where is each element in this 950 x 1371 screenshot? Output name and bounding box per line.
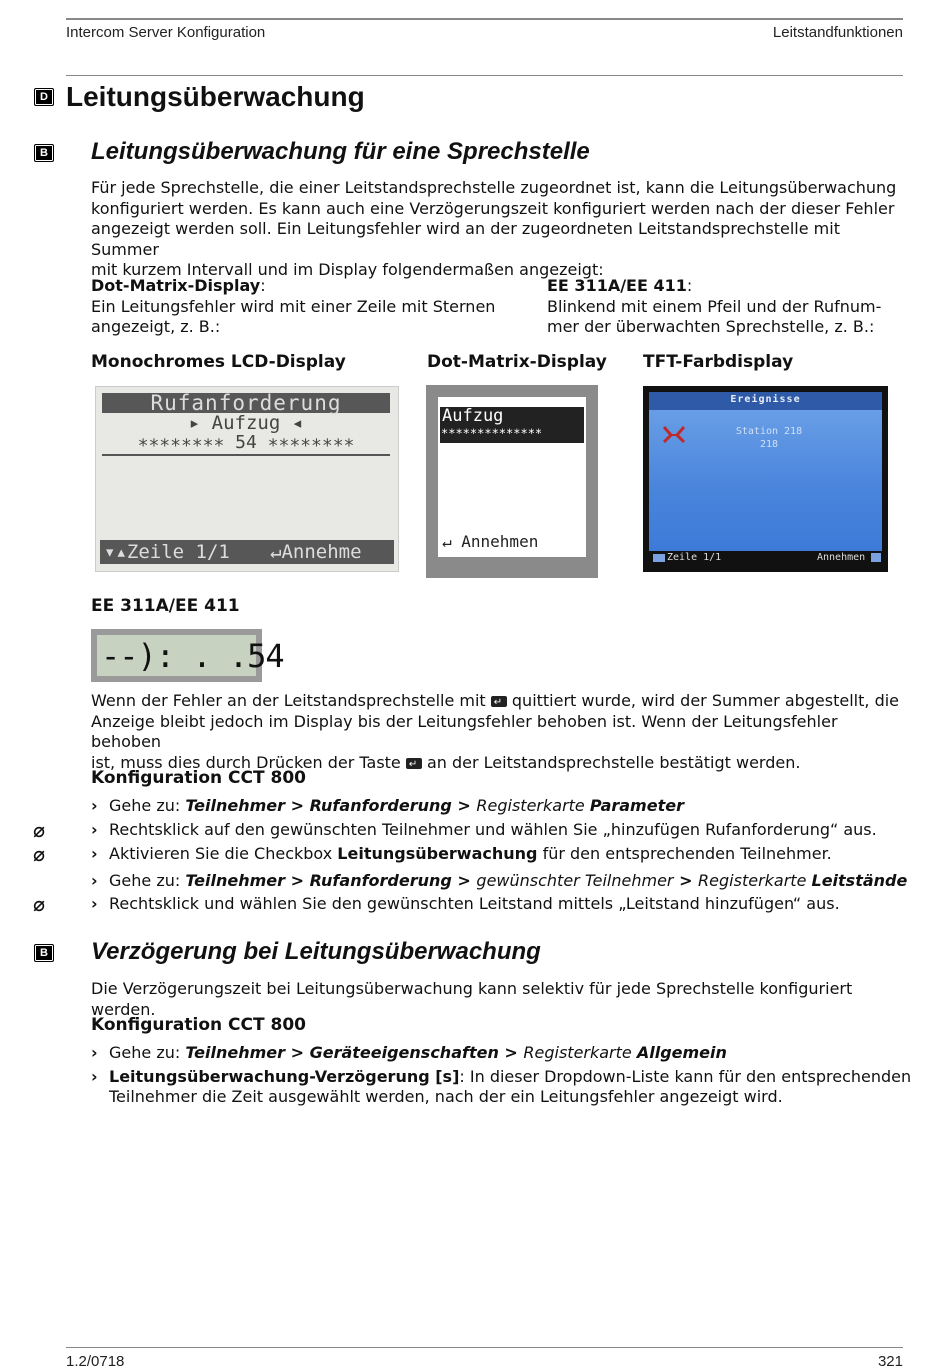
dot-line-1: Aufzug [442,406,504,426]
lcd-footer-right: ↵Annehme [270,541,362,563]
dot-screen [438,397,586,557]
step-text: Aktivieren Sie die Checkbox [109,844,338,863]
chevron-right-icon: › [91,844,98,863]
label-tft: TFT-Farbdisplay [643,352,794,372]
lcd-line-3: ∗∗∗∗∗∗∗∗ 54 ∗∗∗∗∗∗∗∗ [137,432,355,453]
step [91,1067,911,1088]
step [91,796,684,817]
step-menu: Teilnehmer [185,796,286,815]
step-checkbox: Leitungsüberwachung [337,844,538,863]
label-dot: Dot-Matrix-Display [427,352,607,372]
step-text: Gehe zu: [109,796,186,815]
step-menu: Geräteeigenschaften [309,1043,499,1062]
lcd-display [95,386,399,572]
col-left-title: Dot-Matrix-Display [91,276,261,295]
step-text: Rechtsklick und wählen Sie den gewünschten Leitstand mittels „Leitstand hinzufügen“ aus. [109,894,840,913]
ack-text: an der Leitstandsprechstelle bestätigt werden. [426,752,801,772]
footer-left: 1.2/0718 [66,1353,125,1370]
step-text: gewünschter Teilnehmer [476,871,674,890]
step-field: Leitungsüberwachung-Verzögerung [s] [109,1067,460,1086]
tft-number: 218 [759,439,779,450]
sub2-intro: Die Verzögerungszeit bei Leitungsüberwachung kann selektiv für jede Sprechstelle konfiguriert werden. [91,979,853,1019]
tft-arrows-icon [653,554,665,562]
subsection-badge-2: B [34,944,54,962]
lcd-footer-left: ▾▴Zeile 1/1 [104,541,230,563]
col-right-line: mer der überwachten Sprechstelle, z. B.: [547,317,875,337]
col-right-title: EE 311A/EE 411 [547,276,687,295]
intro-line: mit kurzem Intervall und im Display folgendermaßen angezeigt: [91,260,604,280]
lcd-line-1: Rufanforderung [150,391,342,415]
step-text: Rechtsklick auf den gewünschten Teilnehmer und wählen Sie „hinzufügen Rufanforderung“ aus. [109,820,877,839]
step [91,820,877,841]
col-left-colon: : [260,276,266,295]
step-sep: > [285,871,310,890]
step-menu: Teilnehmer [185,1043,286,1062]
config-title-1: Konfiguration CCT 800 [91,768,306,788]
page-number: 321 [877,1353,903,1370]
lcd-line-2: ▸ Aufzug ◂ [188,412,304,434]
footer-rule [66,1347,903,1348]
step-sep: > [285,1043,310,1062]
mouse-icon: ⌀ [33,894,46,916]
tft-screen [649,392,882,566]
step-sep: > [285,796,310,815]
mouse-icon: ⌀ [33,844,46,866]
ee-label: EE 311A/EE 411 [91,596,240,616]
tft-enter-icon [871,553,881,562]
chevron-right-icon: › [91,894,98,913]
ee-display [91,629,284,682]
ee-readout: --): . .54 [101,637,284,675]
page-title: Leitungsüberwachung [66,81,365,112]
enter-key-icon [406,758,422,769]
chevron-right-icon: › [91,1043,98,1062]
chevron-right-icon: › [91,820,98,839]
warning-icon [661,422,687,448]
tft-footer-left: Zeile 1/1 [667,552,722,563]
step-menu: Leitstände [811,871,908,890]
chevron-right-icon: › [91,1067,98,1086]
header-top-rule [66,18,903,20]
tft-display [643,386,888,572]
mouse-icon: ⌀ [33,820,46,842]
header-right: Leitstandfunktionen [772,24,903,41]
step-sep: > [673,871,699,890]
step-text: Gehe zu: [109,1043,186,1062]
step-menu: Rufanforderung [309,796,452,815]
step-menu: Teilnehmer [185,871,286,890]
step [91,894,840,915]
step-continuation [109,1087,783,1108]
intro-line: Für jede Sprechstelle, die einer Leitstandsprechstelle zugeordnet ist, kann die Leitungsüberwachung [91,178,897,197]
step-text: Registerkarte [698,871,812,890]
chevron-right-icon: › [91,796,98,815]
col-right-colon: : [686,276,693,295]
col-right [547,276,903,338]
step-sep: > [451,796,477,815]
enter-key-icon [491,696,507,707]
ack-paragraph [91,691,906,773]
step-sep: > [498,1043,524,1062]
step-menu: Rufanforderung [309,871,452,890]
step-text: Registerkarte [523,1043,637,1062]
step-menu: Parameter [589,796,684,815]
step-text: : In dieser Dropdown-Liste kann für den entsprechenden [459,1067,912,1086]
subsection-badge-1: B [34,144,54,162]
ack-text: Wenn der Fehler an der Leitstandsprechstelle mit [91,691,486,710]
dot-display [426,385,598,578]
ack-text: ist, muss dies durch Drücken der Taste [91,752,401,772]
step-text: Registerkarte [476,796,590,815]
ack-text: Anzeige bleibt jedoch im Display bis der Leitungsfehler behoben ist. Wenn der Leitungsfehler behoben [91,711,838,752]
section-badge: D [34,88,54,106]
tft-station: Station 218 [735,426,803,437]
subsection-title-1: Leitungsüberwachung für eine Sprechstelle [91,138,590,165]
col-right-line: Blinkend mit einem Pfeil und der Rufnum- [547,296,882,316]
tft-footer-right: Annehmen [817,552,866,563]
step-text: für den entsprechenden Teilnehmer. [537,844,832,863]
intro-line: angezeigt werden soll. Ein Leitungsfehler wird an der zugeordneten Leitstandsprechstelle mit Summer [91,219,840,259]
config-title-2: Konfiguration CCT 800 [91,1015,306,1035]
dot-footer: ↵ Annehmen [442,532,539,551]
intro-line: konfiguriert werden. Es kann auch eine Verzögerungszeit konfiguriert werden nach der dieser Fehler [91,198,895,218]
step [91,871,907,892]
step-sep: > [451,871,477,890]
col-left-line: Ein Leitungsfehler wird mit einer Zeile mit Sternen [91,296,496,316]
step [91,844,832,865]
lcd-divider [102,454,390,456]
col-left [91,276,531,338]
step-text: Teilnehmer die Zeit ausgewählt werden, nach der ein Leitungsfehler angezeigt wird. [109,1087,783,1106]
step-menu: Allgemein [636,1043,727,1062]
col-left-line: angezeigt, z. B.: [91,317,221,337]
dot-line-2: ∗∗∗∗∗∗∗∗∗∗∗∗∗∗ [441,424,543,438]
label-lcd: Monochromes LCD-Display [91,352,346,372]
ee-screen [97,635,284,676]
step-text: Gehe zu: [109,871,186,890]
step [91,1043,727,1064]
tft-title: Ereignisse [730,394,801,405]
chevron-right-icon: › [91,871,98,890]
subsection-title-2: Verzögerung bei Leitungsüberwachung [91,938,541,965]
header-bottom-rule [66,75,903,76]
ack-text: quittiert wurde, wird der Summer abgestellt, die [511,691,900,710]
intro-paragraph [91,178,903,281]
header-left: Intercom Server Konfiguration [66,24,266,41]
